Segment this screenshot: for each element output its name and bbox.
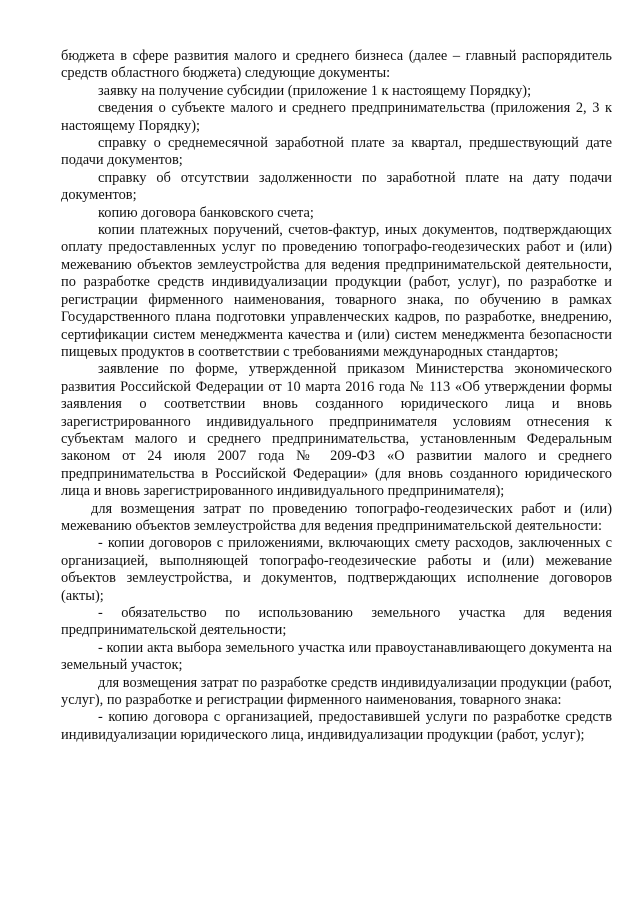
paragraph-topography-costs: для возмещения затрат по проведению топографо-геодезических работ и (или) межеванию объектов землеустройства для ведения предпринимательской деятельности: — [61, 500, 612, 534]
paragraph-company-info: сведения о субъекте малого и среднего предпринимательства (приложения 2, 3 к настоящему Порядку); — [61, 100, 612, 134]
paragraph-payment-orders: копии платежных поручений, счетов-фактур, иных документов, подтверждающих оплату предоставленных услуг по проведению топографо-геодезических работ и (или) межеванию объектов землеустройства для ведения предпринимательской деятельности, по разработке средств индивидуализации продукции (работ, услуг), по разработке и регистрации фирменного наименования, товарного знака, по обучению в рамках Государственного плана подготовки управленческих кадров, по разработке, внедрению, сертификации систем менеджмента качества и (или) систем менеджмента безопасности пищевых продуктов в соответствии с требованиями международных стандартов; — [61, 222, 612, 360]
paragraph-budget-intro: бюджета в сфере развития малого и среднего бизнеса (далее – главный распорядитель средств областного бюджета) следующие документы: — [61, 48, 612, 82]
paragraph-salary-certificate: справку о среднемесячной заработной плате за квартал, предшествующий дате подачи документов; — [61, 135, 612, 169]
paragraph-land-obligation: - обязательство по использованию земельного участка для ведения предпринимательской деятельности; — [61, 605, 612, 639]
paragraph-land-act: - копии акта выбора земельного участка или правоустанавливающего документа на земельный участок; — [61, 639, 612, 674]
document-body — [61, 48, 612, 744]
paragraph-bank-contract: копию договора банковского счета; — [98, 204, 314, 221]
paragraph-contract-copies: - копии договоров с приложениями, включающих смету расходов, заключенных с организацией, выполняющей топографо-геодезические работы и (или) межевание объектов землеустройства, и документов, подтверждающих исполнение договоров (акты); — [61, 535, 612, 604]
paragraph-ministry-form: заявление по форме, утвержденной приказом Министерства экономического развития Российской Федерации от 10 марта 2016 года № 113 «Об утверждении формы заявления о соответствии вновь созданного юридического лица и вновь зарегистрированного индивидуального предпринимателя условиям отнесения к субъектам малого и среднего предпринимательства, установленным Федеральным законом от 24 июля 2007 года № 209-ФЗ «О развитии малого и среднего предпринимательства в Российской Федерации» (для вновь созданного юридического лица и вновь зарегистрированного индивидуального предпринимателя); — [61, 361, 612, 500]
paragraph-no-debt-certificate: справку об отсутствии задолженности по заработной плате на дату подачи документов; — [61, 169, 612, 204]
paragraph-application: заявку на получение субсидии (приложение 1 к настоящему Порядку); — [98, 82, 532, 99]
paragraph-branding-contract: - копию договора с организацией, предоставившей услуги по разработке средств индивидуализации юридического лица, индивидуализации продукции (работ, услуг); — [61, 709, 612, 743]
paragraph-branding-costs: для возмещения затрат по разработке средств индивидуализации продукции (работ, услуг), по разработке и регистрации фирменного наименования, товарного знака: — [61, 674, 612, 709]
